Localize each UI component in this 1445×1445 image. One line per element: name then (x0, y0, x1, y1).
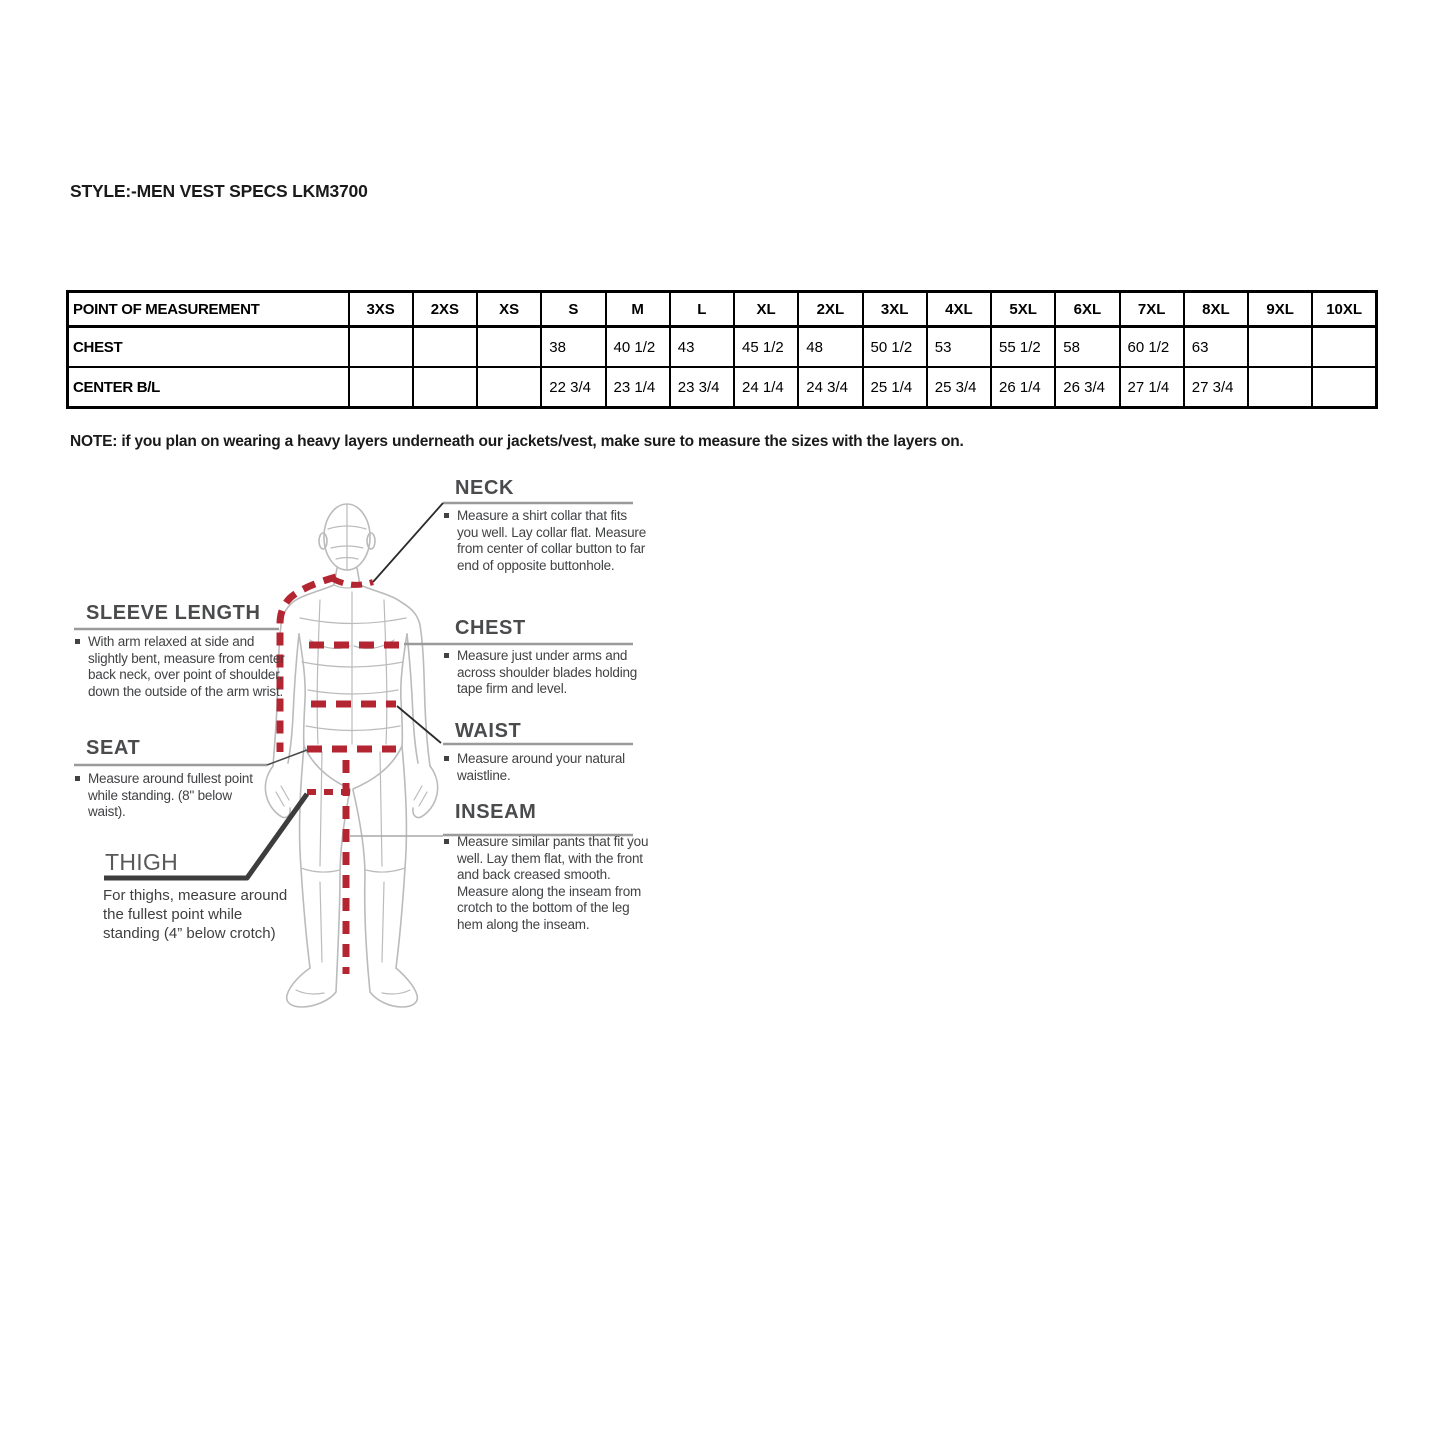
column-header-size: 2XS (413, 292, 477, 327)
neck-description-text: Measure a shirt collar that fits you well. Lay collar flat. Measure from center of collar button to far end of opposite buttonhole. (457, 508, 647, 573)
column-header-size: L (670, 292, 734, 327)
neck-description (443, 508, 649, 574)
table-row-chest (68, 327, 1377, 368)
row-label: CHEST (68, 327, 349, 368)
cell (349, 327, 413, 368)
neck-label: NECK (455, 477, 515, 499)
cell: 48 (798, 327, 862, 368)
note-text: NOTE: if you plan on wearing a heavy layers underneath our jackets/vest, make sure to measure the sizes with the layers on. (70, 433, 964, 450)
waist-connector-line (397, 706, 441, 743)
column-header-size: 6XL (1055, 292, 1119, 327)
cell: 27 1/4 (1120, 367, 1184, 408)
bullet-icon (444, 653, 449, 658)
bullet-icon (444, 756, 449, 761)
waist-description (443, 751, 627, 784)
sleeve-description-text: With arm relaxed at side and slightly bent, measure from center back neck, over point of shoulder, down the outside of the arm wrist. (88, 634, 285, 699)
waist-label: WAIST (455, 720, 522, 742)
cell: 40 1/2 (606, 327, 670, 368)
column-header-size: S (541, 292, 605, 327)
bullet-icon (75, 776, 80, 781)
bullet-icon (75, 639, 80, 644)
inseam-description (443, 834, 653, 933)
cell: 63 (1184, 327, 1248, 368)
cell: 53 (927, 327, 991, 368)
sleeve-length-description (74, 634, 290, 700)
cell: 45 1/2 (734, 327, 798, 368)
cell: 26 3/4 (1055, 367, 1119, 408)
column-header-size: 5XL (991, 292, 1055, 327)
cell: 58 (1055, 327, 1119, 368)
cell (1248, 367, 1312, 408)
cell: 25 3/4 (927, 367, 991, 408)
cell: 50 1/2 (863, 327, 927, 368)
column-header-size: M (606, 292, 670, 327)
column-header-size: XL (734, 292, 798, 327)
document-title: STYLE:-MEN VEST SPECS LKM3700 (70, 181, 368, 201)
thigh-label: THIGH (105, 849, 179, 875)
cell: 24 3/4 (798, 367, 862, 408)
column-header-size: 7XL (1120, 292, 1184, 327)
sleeve-length-label: SLEEVE LENGTH (86, 602, 261, 624)
cell: 26 1/4 (991, 367, 1055, 408)
chest-description (443, 648, 653, 698)
thigh-description-text: For thighs, measure around the fullest point while standing (4” below crotch) (103, 887, 288, 942)
seat-description-text: Measure around fullest point while standing. (8" below waist). (88, 771, 253, 819)
cell (413, 367, 477, 408)
cell: 23 1/4 (606, 367, 670, 408)
cell: 38 (541, 327, 605, 368)
cell: 55 1/2 (991, 327, 1055, 368)
chest-description-text: Measure just under arms and across shoulder blades holding tape firm and level. (457, 648, 638, 696)
chest-label: CHEST (455, 617, 526, 639)
waist-description-text: Measure around your natural waistline. (457, 751, 625, 783)
cell (1312, 327, 1376, 368)
column-header-size: 9XL (1248, 292, 1312, 327)
column-header-size: 3XS (349, 292, 413, 327)
bullet-icon (444, 513, 449, 518)
bullet-icon (444, 839, 449, 844)
cell: 24 1/4 (734, 367, 798, 408)
cell (477, 367, 541, 408)
cell: 60 1/2 (1120, 327, 1184, 368)
column-header-point-of-measurement: POINT OF MEASUREMENT (68, 292, 349, 327)
row-label: CENTER B/L (68, 367, 349, 408)
measurement-table (66, 290, 1378, 409)
column-header-size: 10XL (1312, 292, 1376, 327)
neck-connector-line (373, 503, 443, 582)
cell: 23 3/4 (670, 367, 734, 408)
cell: 25 1/4 (863, 367, 927, 408)
column-header-size: XS (477, 292, 541, 327)
cell (1312, 367, 1376, 408)
cell: 27 3/4 (1184, 367, 1248, 408)
seat-label: SEAT (86, 737, 141, 759)
cell (1248, 327, 1312, 368)
inseam-label: INSEAM (455, 801, 537, 823)
thigh-description (103, 886, 288, 943)
seat-description (74, 771, 268, 821)
cell (349, 367, 413, 408)
cell: 22 3/4 (541, 367, 605, 408)
cell (477, 327, 541, 368)
neck-measure-line (333, 579, 373, 585)
cell: 43 (670, 327, 734, 368)
column-header-size: 8XL (1184, 292, 1248, 327)
column-header-size: 2XL (798, 292, 862, 327)
column-header-size: 3XL (863, 292, 927, 327)
table-row-center-bl (68, 367, 1377, 408)
cell (413, 327, 477, 368)
inseam-description-text: Measure similar pants that fit you well. Lay them flat, with the front and back creased smooth. Measure along the inseam from crotch to the bottom of the leg hem along the inseam. (457, 834, 649, 932)
column-header-size: 4XL (927, 292, 991, 327)
table-header-row (68, 292, 1377, 327)
